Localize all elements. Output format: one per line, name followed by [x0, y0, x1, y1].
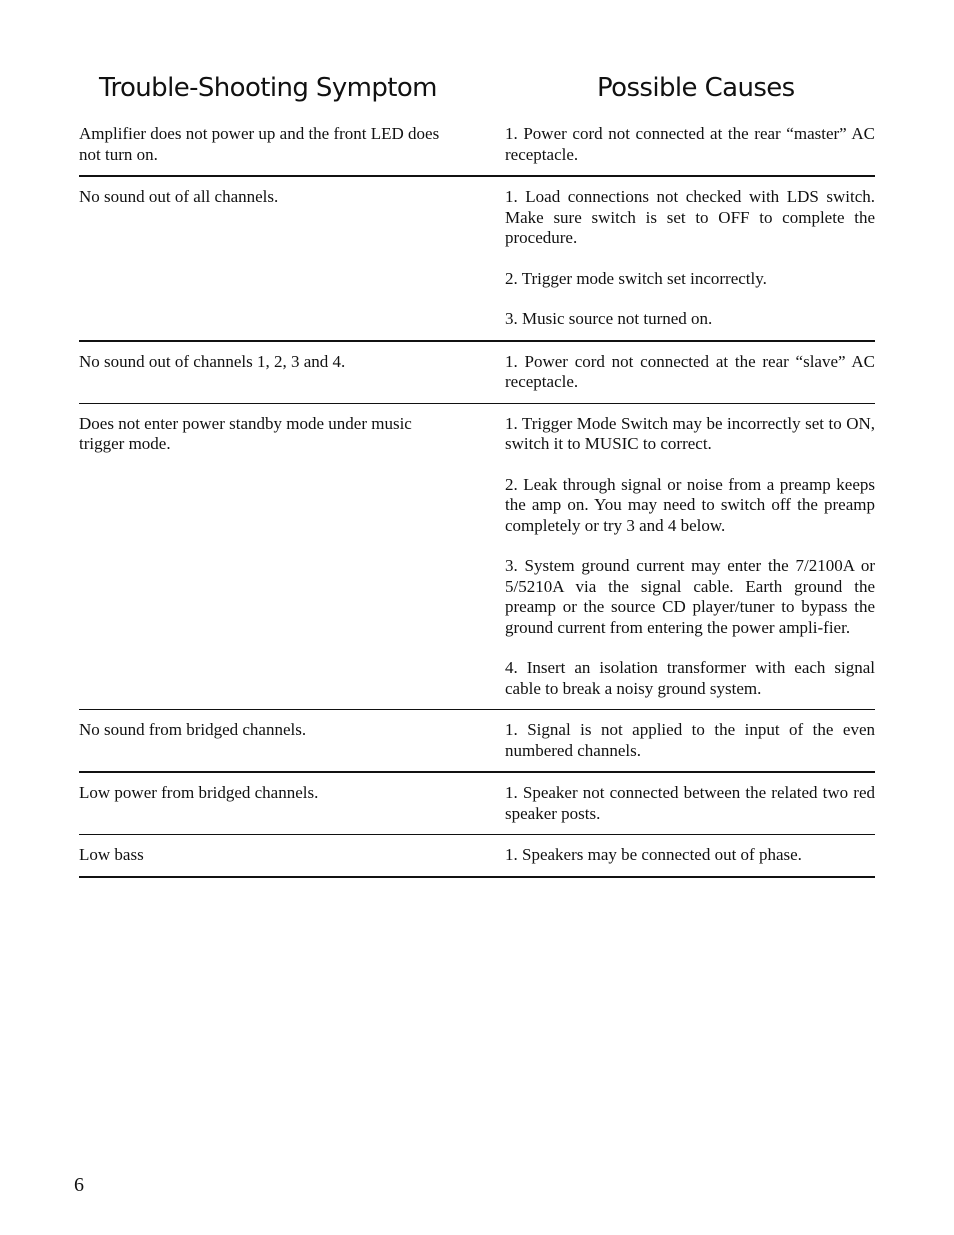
causes-cell — [505, 720, 875, 761]
table-row — [79, 845, 875, 878]
causes-column-heading: Possible Causes — [597, 73, 795, 103]
column-headers — [0, 70, 954, 110]
symptom-cell: Does not enter power standby mode under music trigger mode. — [79, 413, 412, 453]
cause-item: 3. System ground current may enter the 7/2100A or 5/5210A via the signal cable. Earth ground the preamp or the source CD player/tuner to bypass the ground current from entering the power ampli-fier. — [505, 556, 875, 637]
cause-item: 1. Trigger Mode Switch may be incorrectly set to ON, switch it to MUSIC to correct. — [505, 413, 875, 453]
cause-item: 1. Speakers may be connected out of phase. — [505, 845, 802, 864]
cause-item: 1. Power cord not connected at the rear “slave” AC receptacle. — [505, 351, 875, 391]
page-number: 6 — [74, 1174, 84, 1196]
symptom-cell: Low bass — [79, 845, 144, 864]
causes-cell — [505, 783, 875, 824]
table-row — [79, 414, 875, 711]
symptom-cell: No sound out of all channels. — [79, 187, 279, 206]
cause-item: 1. Speaker not connected between the related two red speaker posts. — [505, 783, 875, 823]
causes-cell — [505, 845, 875, 866]
symptom-column-heading: Trouble-Shooting Symptom — [99, 73, 437, 103]
table-row — [79, 352, 875, 404]
symptom-cell: No sound from bridged channels. — [79, 720, 307, 739]
cause-item: 1. Load connections not checked with LDS switch. Make sure switch is set to OFF to complete the procedure. — [505, 187, 875, 247]
table-row — [79, 720, 875, 773]
cause-item: 2. Leak through signal or noise from a preamp keeps the amp on. You may need to switch off the preamp completely or try 3 and 4 below. — [505, 474, 875, 535]
symptom-cell: Low power from bridged channels. — [79, 783, 319, 802]
cause-item: 1. Signal is not applied to the input of the even numbered channels. — [505, 720, 875, 760]
cause-item: 3. Music source not turned on. — [505, 309, 713, 328]
cause-item: 1. Power cord not connected at the rear “master” AC receptacle. — [505, 124, 875, 164]
table-row — [79, 187, 875, 342]
causes-cell — [505, 187, 875, 330]
symptom-cell: No sound out of channels 1, 2, 3 and 4. — [79, 351, 346, 371]
table-row — [79, 124, 875, 177]
causes-cell — [505, 352, 875, 393]
causes-cell — [505, 124, 875, 165]
cause-item: 2. Trigger mode switch set incorrectly. — [505, 268, 767, 288]
table-row — [79, 783, 875, 835]
causes-cell — [505, 414, 875, 700]
cause-item: 4. Insert an isolation transformer with each signal cable to break a noisy ground system. — [505, 658, 875, 698]
symptom-cell: Amplifier does not power up and the front LED does not turn on. — [79, 124, 440, 164]
troubleshooting-table — [79, 124, 875, 888]
